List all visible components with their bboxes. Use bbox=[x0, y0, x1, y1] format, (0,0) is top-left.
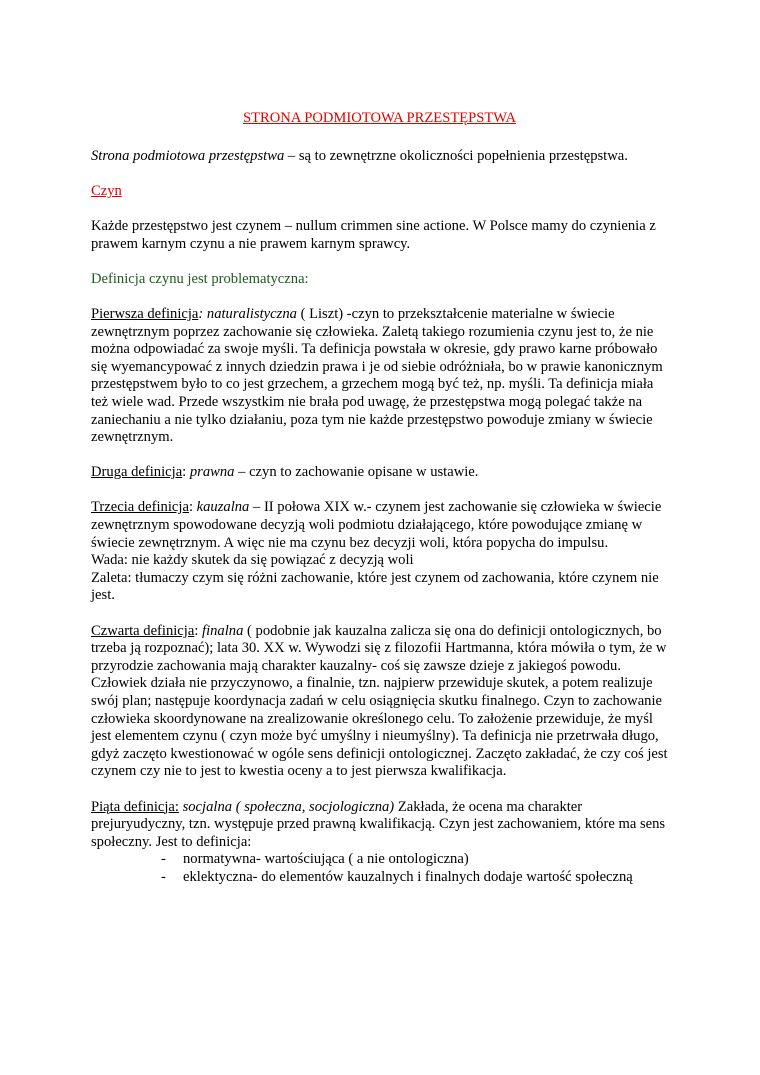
definition-3-type: kauzalna bbox=[196, 499, 250, 516]
definition-5-text: Zakłada, że ocena ma charakter prejuryudyczny, tzn. występuje przed prawną kwalifikacją. Czyn jest zachowaniem, które ma sens społeczny. Jest to definicja: bbox=[91, 798, 666, 850]
definition-1-paragraph bbox=[91, 306, 668, 447]
definition-4-type: finalna bbox=[202, 622, 244, 639]
definition-1-label: Pierwsza definicja bbox=[91, 305, 199, 322]
intro-paragraph bbox=[91, 148, 668, 166]
definition-1-text: ( Liszt) -czyn to przekształcenie materialne w świecie zewnętrznym poprzez zachowanie się człowieka. Zaletą takiego rozumienia czynu jest to, że nie można odpowiadać za swoje myśli. Ta definicja powstała w okresie, gdy prawo karne próbowało się wyemancypować z innych dziedzin prawa i je od siebie odróżniała, bo w prawie kanonicznym przestępstwem było to co jest grzechem, a grzechem mogą być też, np. myśli. Ta definicja miała też wiele wad. Przede wszystkim nie brała pod uwagę, że przestępstwa mogą polegać także na zaniechaniu a nie tylko działaniu, poza tym nie każde przestępstwo powoduje zmiany w świecie zewnętrznym. bbox=[91, 305, 663, 446]
definitions-heading: Definicja czynu jest problematyczna: bbox=[91, 270, 309, 287]
definition-1-colon: : bbox=[198, 305, 204, 322]
definition-3-colon: : bbox=[188, 499, 197, 516]
definition-3-zaleta: Zaleta: tłumaczy czym się różni zachowanie, które jest czynem od zachowania, które czynem nie jest. bbox=[91, 569, 659, 604]
definition-3-label: Trzecia definicja bbox=[91, 499, 189, 516]
definition-3-wada: Wada: nie każdy skutek da się powiązać z decyzją woli bbox=[91, 552, 414, 569]
definition-2-type: prawna bbox=[189, 464, 235, 481]
definition-2-label: Druga definicja bbox=[91, 464, 183, 481]
definition-4-label: Czwarta definicja bbox=[91, 622, 195, 639]
definition-4-text: ( podobnie jak kauzalna zalicza się ona do definicji ontologicznych, bo trzeba ją rozpoznać); lata 30. XX w. Wywodzi się z filozofii Hartmanna, która mówiła o tym, że w przyrodzie zachowania mają charakter kauzalny- coś się zawsze dzieje z jakiegoś powodu. Człowiek działa nie przyczynowo, a finalnie, tzn. najpierw przewiduje skutek, a potem realizuje swój plan; następuje koordynacja zadań w celu osiągnięcia skutku finalnego. Czyn to zachowanie człowieka skoordynowane na zrealizowanie określonego celu. To założenie przewiduje, że myśl jest elementem czynu ( czyn może być umyślny i nieumyślny). Ta definicja nie przetrwała długo, gdyż zaczęto kwestionować w ogóle sens definicji ontologicznej. Zaczęto zakładać, że czy coś jest czynem czy nie to jest to kwestia oceny a to jest pierwsza kwalifikacja. bbox=[91, 622, 668, 780]
list-item: - normatywna- wartościująca ( a nie ontologiczna) bbox=[161, 851, 668, 869]
section-heading-czyn: Czyn bbox=[91, 182, 122, 199]
list-item: - eklektyczna- do elementów kauzalnych i finalnych dodaje wartość społeczną bbox=[161, 869, 668, 887]
definition-1-type: naturalistyczna bbox=[203, 305, 297, 322]
definition-4-paragraph bbox=[91, 623, 668, 781]
definition-2-text: – czyn to zachowanie opisane w ustawie. bbox=[234, 464, 479, 481]
definition-2-colon: : bbox=[182, 464, 190, 481]
czyn-paragraph: Każde przestępstwo jest czynem – nullum crimmen sine actione. W Polsce mamy do czynienia z prawem karnym czynu a nie prawem karnym sprawcy. bbox=[91, 217, 656, 252]
intro-term: Strona podmiotowa przestępstwa bbox=[91, 147, 285, 164]
definition-5-label: Piąta definicja: bbox=[91, 798, 179, 815]
page-title: STRONA PODMIOTOWA PRZESTĘPSTWA bbox=[243, 110, 516, 126]
definition-5-list bbox=[91, 851, 668, 886]
definition-3-paragraph bbox=[91, 499, 668, 605]
definition-4-colon: : bbox=[194, 622, 203, 639]
definition-2-paragraph bbox=[91, 464, 668, 482]
definition-5-type: socjalna ( społeczna, socjologiczna) bbox=[178, 798, 395, 815]
definition-3-text: – II połowa XIX w.- czynem jest zachowanie się człowieka w świecie zewnętrznym spowodowane decyzją woli podmiotu działającego, które powodujące zmianę w świecie zewnętrznym. A więc nie ma czynu bez decyzji woli, która popycha do impulsu. bbox=[91, 499, 662, 551]
definition-5-paragraph bbox=[91, 799, 668, 852]
intro-text: – są to zewnętrzne okoliczności popełnienia przestępstwa. bbox=[284, 147, 628, 164]
